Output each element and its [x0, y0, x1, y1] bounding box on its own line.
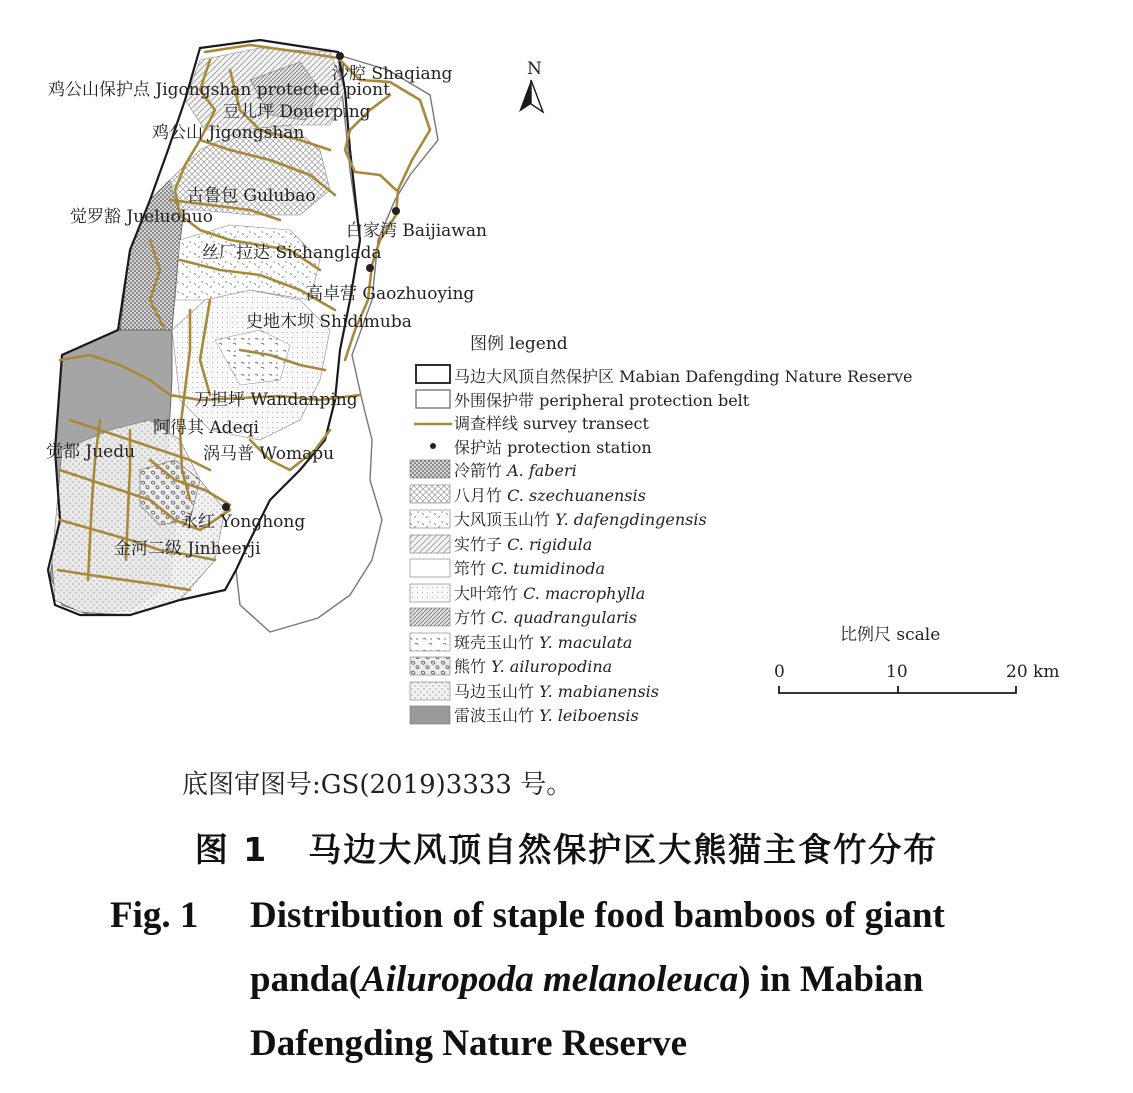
legend-item: 方竹 C. quadrangularis [454, 608, 637, 627]
north-label: N [527, 59, 542, 79]
figure-title-zh: 马边大风顶自然保护区大熊猫主食竹分布 [308, 830, 939, 869]
scale-tick-label: 20 km [1006, 662, 1060, 682]
place-label: 涡马普 Womapu [203, 444, 335, 464]
place-label: 史地木坝 Shidimuba [246, 312, 412, 332]
legend-symbol-station [430, 443, 436, 449]
legend-item: 外围保护带 peripheral protection belt [454, 391, 750, 410]
figure-number-zh: 图 1 [194, 830, 269, 869]
legend-symbol-szechuanensis [410, 485, 450, 503]
place-label: 豆儿坪 Douerping [223, 102, 371, 122]
legend-symbol-ailuropodina [410, 657, 450, 675]
legend-symbol-belt [416, 390, 450, 408]
legend-item: 斑壳玉山竹 Y. maculata [454, 633, 633, 652]
place-label: 高卓营 Gaozhuoying [306, 284, 475, 304]
figure-title-en: Distribution of staple food bamboos of giant panda(Ailuropoda melanoleuca) in Mabian Dafengding Nature Reserve [250, 895, 945, 1064]
legend-item: 八月竹 C. szechuanensis [454, 486, 646, 505]
legend-item: 筇竹 C. tumidinoda [454, 559, 606, 578]
legend-item: 冷箭竹 A. faberi [454, 461, 577, 480]
legend-symbol-faberi [410, 460, 450, 478]
place-label: 白家湾 Baijiawan [346, 221, 487, 241]
figure-caption-zh [0, 824, 1133, 871]
place-label: 古鲁包 Gulubao [187, 186, 316, 206]
station-baijiawan [392, 207, 400, 215]
legend-symbol-tumidinoda [410, 559, 450, 577]
scale-bar [774, 625, 1059, 693]
place-label: 永红 Yonghong [181, 512, 306, 532]
station-shaqiang [336, 52, 344, 60]
legend-symbol-quadrangularis [410, 608, 450, 626]
legend-item: 调查样线 survey transect [454, 414, 649, 433]
scale-title: 比例尺 scale [840, 625, 941, 645]
figure-number-en: Fig. 1 [110, 895, 199, 936]
legend [410, 334, 912, 725]
legend-item: 大叶筇竹 C. macrophylla [454, 584, 646, 603]
scale-tick-label: 0 [774, 662, 785, 682]
legend-symbol-leiboensis [410, 706, 450, 724]
station-yonghong [222, 503, 230, 511]
legend-item: 熊竹 Y. ailuropodina [454, 657, 613, 676]
legend-symbol-maculata [410, 633, 450, 651]
legend-item: 大风顶玉山竹 Y. dafengdingensis [454, 510, 707, 529]
legend-item: 实竹子 C. rigidula [454, 535, 593, 554]
legend-item: 保护站 protection station [454, 438, 652, 457]
station-gaozhuoying [366, 264, 374, 272]
legend-title: 图例 legend [470, 334, 568, 354]
legend-symbol-macrophylla [410, 584, 450, 602]
place-label: 沙腔 Shaqiang [332, 64, 453, 84]
legend-item: 马边玉山竹 Y. mabianensis [454, 682, 660, 701]
place-label: 丝厂拉达 Sichanglada [202, 243, 382, 263]
legend-item: 马边大风顶自然保护区 Mabian Dafengding Nature Reserve [454, 367, 913, 386]
legend-symbol-reserve [416, 365, 450, 383]
figure-caption-en [110, 884, 1040, 1076]
scale-line [779, 686, 1016, 693]
legend-item: 雷波玉山竹 Y. leiboensis [454, 706, 639, 725]
place-label: 鸡公山保护点 Jigongshan protected piont [48, 80, 390, 100]
legend-symbol-rigidula [410, 535, 450, 553]
place-label: 阿得其 Adeqi [153, 418, 259, 438]
scale-tick-label: 10 [886, 662, 908, 682]
legend-symbol-dafengdingensis [410, 510, 450, 528]
basemap-approval-note: 底图审图号:GS(2019)3333 号。 [182, 770, 573, 800]
north-arrow [519, 59, 543, 112]
place-label: 金河二级 Jinheerji [114, 539, 261, 559]
place-label: 鸡公山 Jigongshan [152, 123, 305, 143]
place-label: 万担坪 Wandanping [194, 390, 358, 410]
place-label: 觉都 Juedu [46, 442, 136, 462]
legend-symbol-mabianensis [410, 682, 450, 700]
place-label: 觉罗豁 Jueluohuo [70, 207, 213, 227]
